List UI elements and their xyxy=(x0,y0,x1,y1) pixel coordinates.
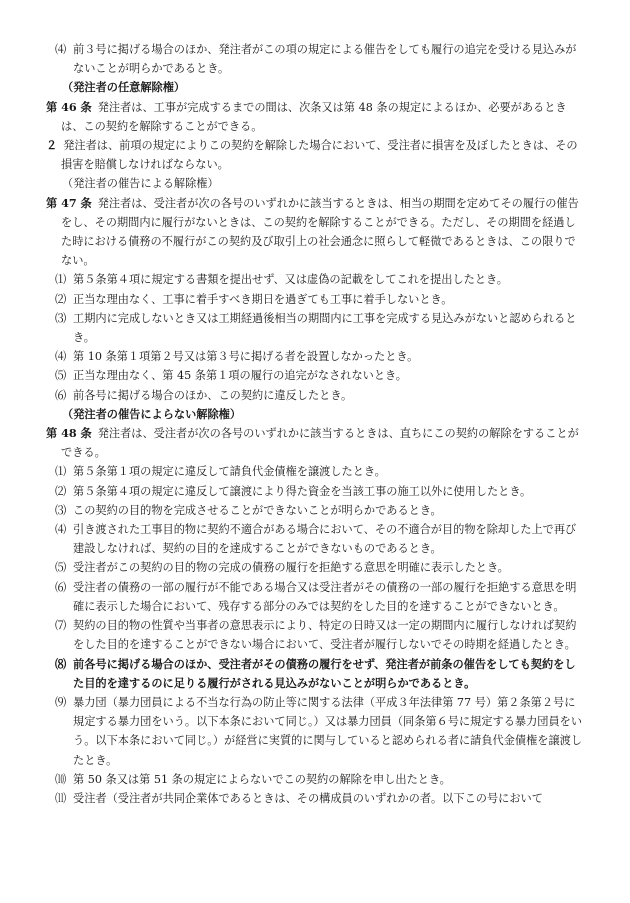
list-item xyxy=(0,366,630,385)
paragraph-text: 発注者は、前項の規定によりこの契約を解除した場合において、受注者に損害を及ぼしたときは、その損害を賠償しなければならない。 xyxy=(61,139,578,172)
article-text: 発注者は、受注者が次の各号のいずれかに該当するときは、直ちにこの契約の解除をすることができる。 xyxy=(61,427,579,460)
article xyxy=(0,98,630,136)
article-heading xyxy=(0,78,630,97)
item-text: 受注者の債務の一部の履行が不能である場合又は受注者がその債務の一部の履行を拒絶する意思を明確に表示した場合において、残存する部分のみでは契約をした目的を達することができないとき。 xyxy=(73,580,577,613)
item-number: ⑻ xyxy=(55,656,67,671)
item-text: 前各号に掲げる場合のほか、この契約に違反したとき。 xyxy=(73,388,353,402)
item-number: ⑶ xyxy=(55,503,67,517)
item-text: 正当な理由なく、第 45 条第１項の履行の追完がなされないとき。 xyxy=(73,369,407,383)
top-margin xyxy=(0,0,630,40)
item-text: 受注者がこの契約の目的物の完成の債務の履行を拒絶する意思を明確に表示したとき。 xyxy=(73,561,509,575)
item-number: ⑷ xyxy=(55,43,67,56)
item-number: ⑸ xyxy=(55,369,67,383)
article-label: 第 47 条 xyxy=(46,195,92,210)
list-item xyxy=(0,309,630,347)
item-text: 契約の目的物の性質や当事者の意思表示により、特定の日時又は一定の期間内に履行しなければ契約をした目的を達することができない場合において、受注者が履行しないでその時期を経過したとき。 xyxy=(73,619,577,652)
item-text: この契約の目的物を完成させることができないことが明らかであるとき。 xyxy=(73,503,442,517)
item-number: ⑶ xyxy=(55,311,67,325)
item-text: 引き渡された工事目的物に契約不適合がある場合において、その不適合が目的物を除却した上で再び建設しなければ、契約の目的を達成することができないものであるとき。 xyxy=(73,523,577,556)
item-text: 正当な理由なく、工事に着手すべき期日を過ぎても工事に着手しないとき。 xyxy=(73,292,453,306)
item-number: ⑵ xyxy=(55,484,67,498)
article-heading xyxy=(0,174,630,193)
item-text: 第５条第４項の規定に違反して譲渡により得た資金を当該工事の施工以外に使用したとき。 xyxy=(73,484,532,498)
article-heading-text: （発注者の催告によらない解除権） xyxy=(62,406,242,421)
item-number: ⑷ xyxy=(55,523,67,537)
item-number: ⑷ xyxy=(55,350,67,364)
article xyxy=(0,424,630,462)
article xyxy=(0,194,630,271)
item-number: ⑴ xyxy=(55,465,67,479)
item-number: ⑸ xyxy=(55,561,67,575)
item-text: 暴力団（暴力団員による不当な行為の防止等に関する法律（平成３年法律第 77 号）第２条第２号に規定する暴力団をいう。以下本条において同じ。）又は暴力団員（同条第６号に規定する暴力団員をいう。以下本条において同じ。）が経営に実質的に関与していると認められる者に請負代金債権を譲渡したとき。 xyxy=(73,695,583,767)
list-item xyxy=(0,40,630,78)
item-text: 第 50 条又は第 51 条の規定によらないでこの契約の解除を申し出たとき。 xyxy=(73,772,451,786)
list-item xyxy=(0,770,630,789)
list-item xyxy=(0,693,630,770)
item-number: ⑾ xyxy=(55,791,67,805)
article-heading-text: （発注者の任意解除権） xyxy=(62,80,186,95)
article-label: 第 48 条 xyxy=(46,426,92,441)
item-number: ⑹ xyxy=(55,580,67,594)
list-item xyxy=(0,482,630,501)
article-heading-text: （発注者の催告による解除権） xyxy=(62,177,219,191)
list-item xyxy=(0,270,630,289)
article-paragraph xyxy=(0,136,630,174)
article-heading xyxy=(0,405,630,424)
list-item xyxy=(0,578,630,616)
list-item xyxy=(0,501,630,520)
list-item xyxy=(0,347,630,366)
paragraph-number: ２ xyxy=(46,138,58,153)
item-text: 前３号に掲げる場合のほか、発注者がこの項の規定による催告をしても履行の追完を受ける見込みがないことが明らかであるとき。 xyxy=(73,43,577,76)
item-number: ⑽ xyxy=(55,772,67,786)
list-item xyxy=(0,462,630,481)
list-item xyxy=(0,520,630,558)
item-text: 前各号に掲げる場合のほか、受注者がその債務の履行をせず、発注者が前条の催告をしても契約をした目的を達するのに足りる履行がされる見込みがないことが明らかであるとき。 xyxy=(73,656,576,690)
item-text: 第５条第４項に規定する書類を提出せず、又は虚偽の記載をしてこれを提出したとき。 xyxy=(73,273,508,287)
article-text: 発注者は、受注者が次の各号のいずれかに該当するときは、相当の期間を定めてその履行の催告をし、その期間内に履行がないときは、この契約を解除することができる。ただし、その期間を経過した時における債務の不履行がこの契約及び取引上の社会通念に照らして軽微であるときは、この限りでない。 xyxy=(61,196,579,268)
item-number: ⑴ xyxy=(55,273,67,287)
list-item xyxy=(0,558,630,577)
item-text: 受注者（受注者が共同企業体であるときは、その構成員のいずれかの者。以下この号において xyxy=(73,791,543,805)
list-item xyxy=(0,655,630,693)
article-text: 発注者は、工事が完成するまでの間は、次条又は第 48 条の規定によるほか、必要があるときは、この契約を解除することができる。 xyxy=(61,100,567,133)
item-number: ⑹ xyxy=(55,388,67,402)
item-number: ⑼ xyxy=(55,695,67,709)
item-number: ⑺ xyxy=(55,619,67,633)
item-text: 第５条第１項の規定に違反して請負代金債権を譲渡したとき。 xyxy=(73,465,386,479)
list-item xyxy=(0,789,630,808)
list-item xyxy=(0,616,630,654)
list-item xyxy=(0,290,630,309)
list-item xyxy=(0,386,630,405)
item-text: 第 10 条第１項第２号又は第３号に掲げる者を設置しなかったとき。 xyxy=(73,350,419,364)
article-label: 第 46 条 xyxy=(46,99,92,114)
item-text: 工期内に完成しないとき又は工期経過後相当の期間内に工事を完成する見込みがないと認められるとき。 xyxy=(73,311,577,345)
item-number: ⑵ xyxy=(55,292,67,306)
